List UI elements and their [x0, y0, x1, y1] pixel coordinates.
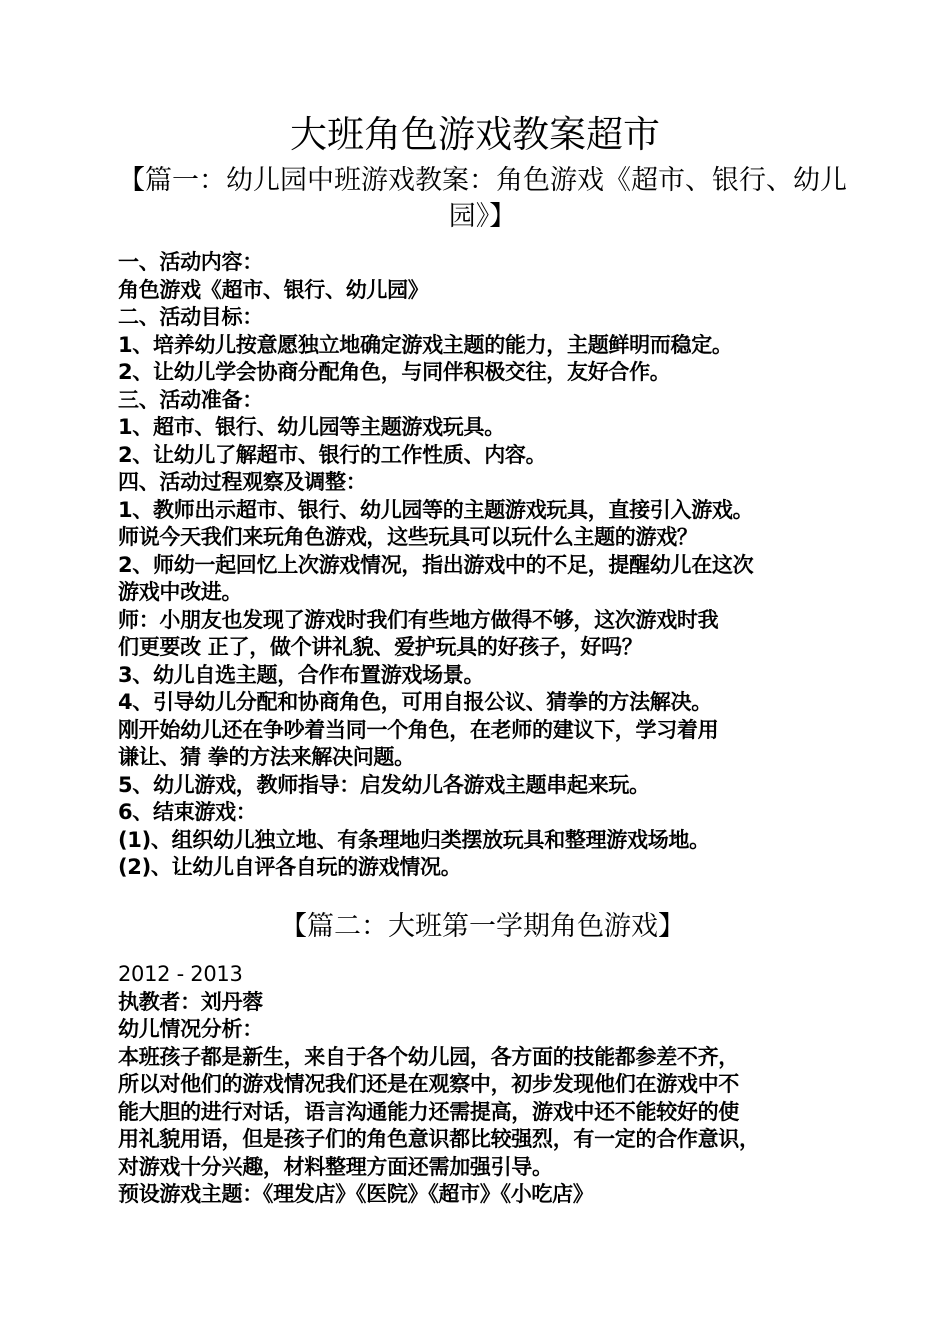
section1-line: 二、活动目标： — [118, 305, 263, 329]
section1-body — [118, 249, 848, 882]
section1-line: 四、活动过程观察及调整： — [118, 470, 367, 494]
section1-line: 师：小朋友也发现了游戏时我们有些地方做得不够，这次游戏时我 — [118, 607, 719, 632]
section1-line: 游戏中改进。 — [118, 580, 243, 604]
section1-line: (1)、组织幼儿独立地、有条理地归类摆放玩具和整理游戏场地。 — [118, 827, 710, 852]
section2-line: 能大胆的进行对话，语言沟通能力还需提高，游戏中还不能较好的使 — [118, 1099, 739, 1124]
section2-line: 对游戏十分兴趣，材料整理方面还需加强引导。 — [118, 1154, 553, 1179]
section2-line: 幼儿情况分析： — [118, 1017, 263, 1041]
section2-line: 预设游戏主题：《理发店》《医院》《超市》《小吃店》 — [118, 1182, 594, 1206]
section1-line: 1、超市、银行、幼儿园等主题游戏玩具。 — [118, 415, 505, 439]
year-range: 2012 - 2013 — [118, 962, 243, 986]
section1-line: 三、活动准备： — [118, 387, 263, 412]
section1-line: 2、让幼儿学会协商分配角色，与同伴积极交往，友好合作。 — [118, 360, 671, 384]
section1-line: 角色游戏《超市、银行、幼儿园》 — [118, 277, 429, 302]
section2-heading: 【篇二：大班第一学期角色游戏】 — [280, 911, 685, 942]
section1-line: 3、幼儿自选主题，合作布置游戏场景。 — [118, 662, 485, 687]
section1-line: 谦让、猜 拳的方法来解决问题。 — [118, 745, 415, 769]
section1-line: 师说今天我们来玩角色游戏，这些玩具可以玩什么主题的游戏？ — [118, 525, 698, 549]
section1-line: 们更要改 正了，做个讲礼貌、爱护玩具的好孩子，好吗？ — [118, 635, 643, 659]
section2-line: 所以对他们的游戏情况我们还是在观察中，初步发现他们在游戏中不 — [118, 1072, 739, 1096]
section2-body — [118, 961, 848, 1209]
section1-line: 5、幼儿游戏，教师指导：启发幼儿各游戏主题串起来玩。 — [118, 772, 650, 797]
section1-heading: 【篇一：幼儿园中班游戏教案：角色游戏《超市、银行、幼儿园》】 — [118, 165, 847, 232]
section2-line: 本班孩子都是新生，来自于各个幼儿园，各方面的技能都参差不齐， — [118, 1044, 739, 1069]
section1-line: 1、培养幼儿按意愿独立地确定游戏主题的能力，主题鲜明而稳定。 — [118, 332, 733, 357]
section1-line: 一、活动内容： — [118, 250, 263, 274]
section1-line: 4、引导幼儿分配和协商角色，可用自报公议、猜拳的方法解决。 — [118, 690, 712, 714]
section2-line: 用礼貌用语，但是孩子们的角色意识都比较强烈，有一定的合作意识， — [118, 1127, 760, 1151]
section2-line: 执教者：刘丹蓉 — [118, 989, 263, 1014]
section1-line: 2、让幼儿了解超市、银行的工作性质、内容。 — [118, 442, 547, 467]
document-title: 大班角色游戏教案超市 — [290, 113, 660, 156]
section1-line: 1、教师出示超市、银行、幼儿园等的主题游戏玩具，直接引入游戏。 — [118, 497, 754, 522]
section1-line: 刚开始幼儿还在争吵着当同一个角色，在老师的建议下，学习着用 — [118, 717, 719, 742]
section1-line: 6、结束游戏： — [118, 800, 257, 824]
section1-line: (2)、让幼儿自评各自玩的游戏情况。 — [118, 855, 462, 879]
section1-line: 2、师幼一起回忆上次游戏情况，指出游戏中的不足，提醒幼儿在这次 — [118, 552, 754, 577]
